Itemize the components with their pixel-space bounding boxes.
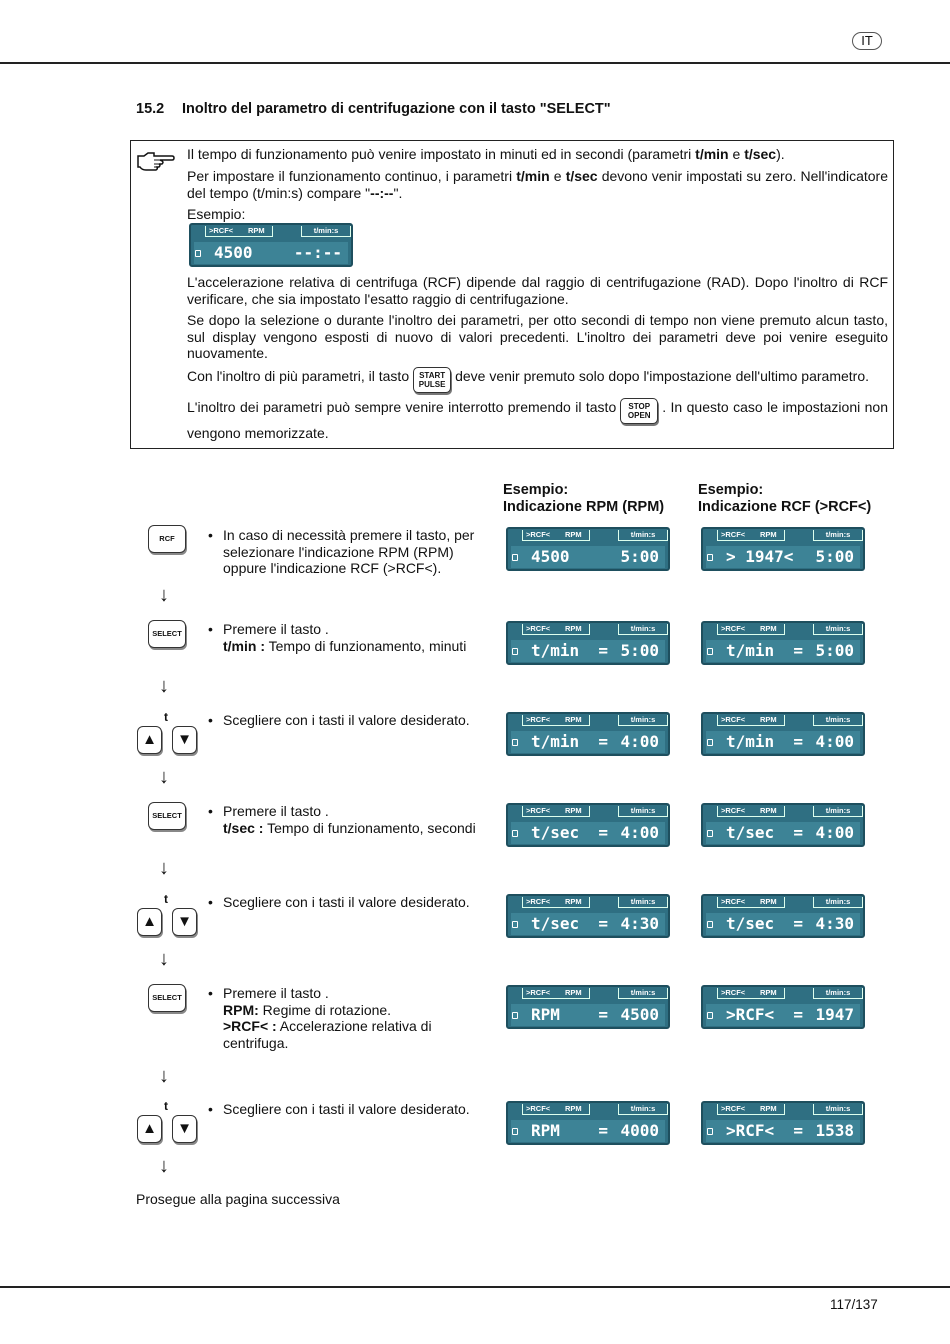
rcf-key-icon: RCF [148, 525, 186, 553]
lcd-left-value: RPM = [531, 1005, 609, 1024]
step-2-text: • Premere il tasto . t/min : Tempo di funzionamento, minuti [208, 621, 467, 654]
lcd-display-step-5-rpm: >RCF< RPM t/min:s t/sec = 4:30 [506, 894, 670, 938]
lock-icon [707, 648, 713, 655]
up-arrow-key-icon: ▲ [137, 908, 162, 936]
lcd-right-value: --:-- [293, 243, 342, 262]
lcd-right-value: 4000 [620, 1121, 659, 1140]
lcd-display-step-3-rcf: >RCF< RPM t/min:s t/min = 4:00 [701, 712, 865, 756]
section-number: 15.2 [136, 101, 165, 117]
down-arrow-icon: ↓ [159, 1065, 169, 1087]
section-title-text: Inoltro del parametro di centrifugazione con il tasto "SELECT" [182, 101, 611, 117]
lcd-left-value: 4500 [214, 243, 253, 262]
lcd-display-step-4-rcf: >RCF< RPM t/min:s t/sec = 4:00 [701, 803, 865, 847]
lcd-right-value: 5:00 [620, 641, 659, 660]
lcd-left-value: 4500 [531, 547, 570, 566]
step-1-text: • In caso di necessità premere il tasto, per selezionare l'indicazione RPM (RPM) oppure l'indicazione RCF (>RCF<). [208, 527, 475, 576]
lcd-left-value: >RCF< = [726, 1005, 804, 1024]
down-arrow-icon: ↓ [159, 675, 169, 697]
time-key-label: t [164, 892, 168, 906]
down-arrow-icon: ↓ [159, 1155, 169, 1177]
down-arrow-icon: ↓ [159, 948, 169, 970]
select-key-icon: SELECT [148, 620, 186, 648]
lcd-left-value: t/sec = [531, 823, 609, 842]
lcd-display-step-7-rpm: >RCF< RPM t/min:s RPM = 4000 [506, 1101, 670, 1145]
note-paragraph-5: Con l'inoltro di più parametri, il tasto START PULSEdeve venir premuto solo dopo l'impostazione dell'ultimo parametro. [187, 366, 888, 393]
time-key-label: t [164, 710, 168, 724]
step-5-text: • Scegliere con i tasti il valore desiderato. [208, 894, 470, 910]
down-arrow-icon: ↓ [159, 857, 169, 879]
lcd-left-value: t/sec = [531, 914, 609, 933]
column-header-rpm: Esempio: Indicazione RPM (RPM) [503, 482, 665, 515]
lcd-display-step-3-rpm: >RCF< RPM t/min:s t/min = 4:00 [506, 712, 670, 756]
lock-icon [512, 554, 518, 561]
lcd-left-value: t/min = [531, 732, 609, 751]
example-label: Esempio: [187, 206, 246, 222]
lcd-left-value: t/min = [531, 641, 609, 660]
down-arrow-key-icon: ▼ [172, 908, 197, 936]
lock-icon [512, 648, 518, 655]
lock-icon [195, 250, 201, 257]
lcd-right-value: 5:00 [815, 547, 854, 566]
lock-icon [707, 739, 713, 746]
lock-icon [512, 1012, 518, 1019]
lcd-display-step-2-rpm: >RCF< RPM t/min:s t/min = 5:00 [506, 621, 670, 665]
note-paragraph-4: Se dopo la selezione o durante l'inoltro dei parametri, per otto secondi di tempo non viene premuto alcun tasto, sul display vengono esposti di nuovo di valori precedenti. L'inoltro dei parametri deve poi venire eseguito nuovamente. [187, 312, 888, 361]
note-paragraph-1: Il tempo di funzionamento può venire impostato in minuti ed in secondi (parametri t/min e t/sec). [187, 146, 785, 162]
step-4-text: • Premere il tasto . t/sec : Tempo di funzionamento, secondi [208, 803, 476, 836]
step-3-text: • Scegliere con i tasti il valore desiderato. [208, 712, 470, 728]
lcd-display-step-5-rcf: >RCF< RPM t/min:s t/sec = 4:30 [701, 894, 865, 938]
lcd-left-value: t/min = [726, 641, 804, 660]
select-key-icon: SELECT [148, 802, 186, 830]
lcd-display-step-1-rpm: >RCF< RPM t/min:s 4500 5:00 [506, 527, 670, 571]
page-number: 117/137 [830, 1297, 878, 1312]
lcd-left-value: >RCF< = [726, 1121, 804, 1140]
step-7-text: • Scegliere con i tasti il valore desiderato. [208, 1101, 470, 1117]
lcd-right-value: 1947 [815, 1005, 854, 1024]
section-title [136, 101, 611, 117]
lcd-display-step-1-rcf: >RCF< RPM t/min:s > 1947< 5:00 [701, 527, 865, 571]
lcd-right-value: 5:00 [620, 547, 659, 566]
lcd-right-value: 4:30 [815, 914, 854, 933]
note-paragraph-2: Per impostare il funzionamento continuo, i parametri t/min e t/sec devono venir impostati su zero. Nell'indicatore del tempo (t/min:s) compare "--:--". [187, 168, 889, 201]
lcd-right-value: 4:00 [815, 732, 854, 751]
down-arrow-icon: ↓ [159, 584, 169, 606]
time-key-label: t [164, 1099, 168, 1113]
down-arrow-icon: ↓ [159, 766, 169, 788]
lcd-display-step-6-rcf: >RCF< RPM t/min:s >RCF< = 1947 [701, 985, 865, 1029]
footer-rule [0, 1286, 950, 1288]
lcd-left-value: t/sec = [726, 914, 804, 933]
lock-icon [707, 554, 713, 561]
example-lcd-display: >RCF< RPM t/min:s 4500 --:-- [189, 223, 353, 267]
pointing-hand-icon [136, 150, 176, 172]
note-paragraph-6: L'inoltro dei parametri può sempre venire interrotto premendo il tasto STOP OPEN. In questo caso le impostazioni non vengono memorizzate. [187, 399, 888, 441]
column-header-rcf: Esempio: Indicazione RCF (>RCF<) [698, 482, 872, 515]
down-arrow-key-icon: ▼ [172, 726, 197, 754]
lock-icon [512, 921, 518, 928]
step-6-text: • Premere il tasto . RPM: Regime di rotazione. >RCF< : Accelerazione relativa di centrifuga. [208, 985, 432, 1051]
continue-note: Prosegue alla pagina successiva [136, 1191, 340, 1207]
lcd-right-value: 4:00 [620, 823, 659, 842]
lcd-right-value: 1538 [815, 1121, 854, 1140]
up-arrow-key-icon: ▲ [137, 726, 162, 754]
lock-icon [512, 739, 518, 746]
lcd-right-value: 5:00 [815, 641, 854, 660]
start-pulse-key-icon: START PULSE [413, 367, 451, 393]
note-paragraph-3: L'accelerazione relativa di centrifuga (RCF) dipende dal raggio di centrifugazione (RAD). Dopo l'inoltro di RCF verificare, che sia impostato l'esatto raggio di centrifugazione. [187, 274, 888, 307]
select-key-icon: SELECT [148, 984, 186, 1012]
lcd-display-step-7-rcf: >RCF< RPM t/min:s >RCF< = 1538 [701, 1101, 865, 1145]
lcd-left-value: RPM = [531, 1121, 609, 1140]
lcd-left-value: t/sec = [726, 823, 804, 842]
header-rule [0, 62, 950, 64]
lcd-display-step-6-rpm: >RCF< RPM t/min:s RPM = 4500 [506, 985, 670, 1029]
up-arrow-key-icon: ▲ [137, 1115, 162, 1143]
lcd-right-value: 4:00 [620, 732, 659, 751]
lock-icon [707, 1012, 713, 1019]
lock-icon [707, 1128, 713, 1135]
lcd-right-value: 4:00 [815, 823, 854, 842]
lock-icon [512, 1128, 518, 1135]
down-arrow-key-icon: ▼ [172, 1115, 197, 1143]
lcd-display-step-2-rcf: >RCF< RPM t/min:s t/min = 5:00 [701, 621, 865, 665]
lcd-display-step-4-rpm: >RCF< RPM t/min:s t/sec = 4:00 [506, 803, 670, 847]
lcd-left-value: t/min = [726, 732, 804, 751]
lcd-right-value: 4:30 [620, 914, 659, 933]
language-badge: IT [852, 32, 882, 50]
lock-icon [512, 830, 518, 837]
lcd-left-value: > 1947< [726, 547, 794, 566]
lock-icon [707, 921, 713, 928]
lock-icon [707, 830, 713, 837]
lcd-right-value: 4500 [620, 1005, 659, 1024]
stop-open-key-icon: STOP OPEN [620, 398, 658, 424]
